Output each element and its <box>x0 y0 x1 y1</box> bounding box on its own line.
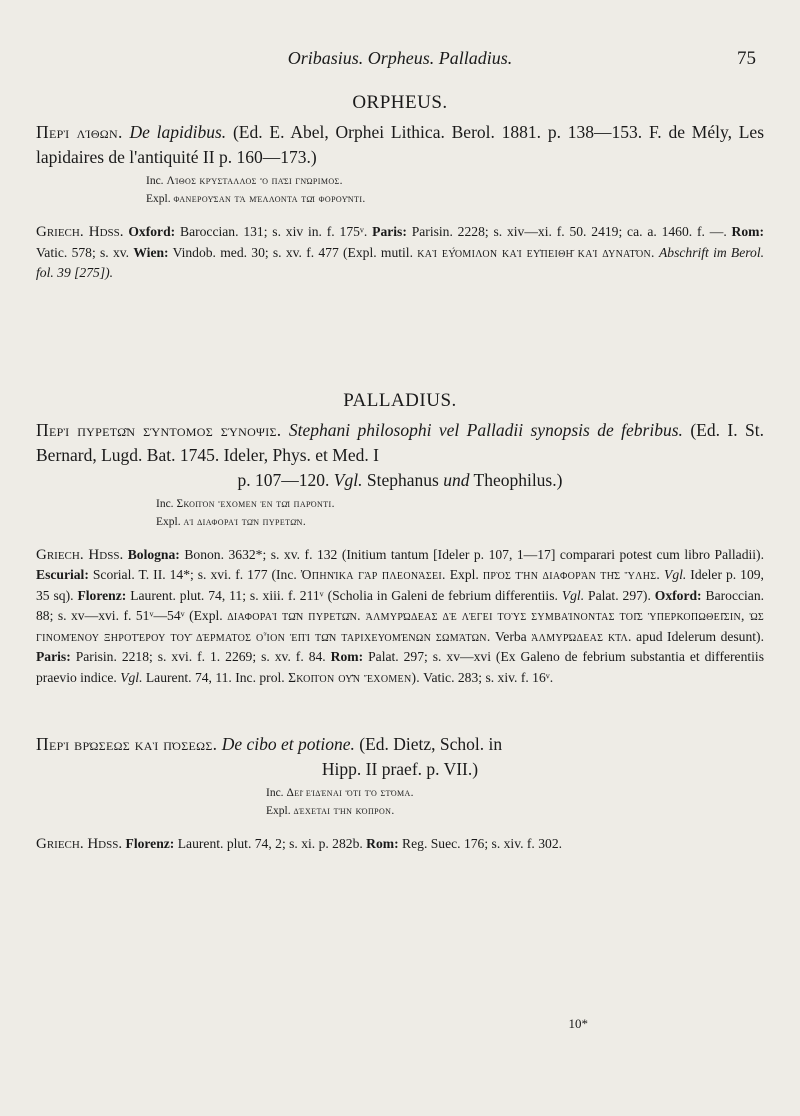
library-florenz: Florenz: <box>125 836 175 851</box>
library-paris: Paris: <box>372 224 407 239</box>
work1-edition-cont <box>36 468 764 493</box>
library-bologna: Bologna: <box>127 546 180 562</box>
oxford-shelfmark: Baroccian. 131; s. xiv in. f. 175ᵛ. <box>180 224 368 239</box>
section-title-orpheus: ORPHEUS. <box>352 92 448 113</box>
work1-explicit <box>36 513 764 531</box>
work1-vgl: Vgl. <box>333 469 363 490</box>
oxford-greek: διαφοραὶ τῶν πυρετῶν. ἁλμυρώδεας δὲ λέγει τοὺς συμβαίνοντας τοῖς ὑπερκοπωθεῖσιν, ὡς γινομένου ξηροτέρου τοῦ δέρματος οἷον ἐπὶ τῶν ταριχευομένων σωμάτων. <box>36 608 764 644</box>
work1-edition-pages: p. 107—120. <box>237 469 330 490</box>
rom-shelfmark: Vatic. 578; s. xv. <box>36 244 130 260</box>
oxford-verba: Verba <box>494 628 527 644</box>
work2-edition: (Ed. Dietz, Schol. in <box>359 734 503 754</box>
orpheus-work-heading <box>36 120 764 170</box>
oxford-shelfmark: Baroccian. 88; s. xv—xvi. f. 51ᵛ—54ᵛ (Expl. <box>36 587 765 623</box>
expl-text: φανεροῦσαν τὰ μέλλοντα τῷ φοροῦντι. <box>173 193 366 205</box>
florenz-shelfmark: Laurent. plut. 74, 2; s. xi. p. 282b. <box>177 836 363 851</box>
escurial-vgl: Vgl. <box>664 567 687 582</box>
escurial-expl-label: Expl. <box>449 567 479 582</box>
inc-text: Δεῖ εἰδέναι ὅτι τὸ στόμα. <box>286 787 414 799</box>
work1-incipit <box>36 495 764 513</box>
oxford-greek-2: ἁλμυρώδεας κτλ. <box>531 628 632 644</box>
library-florenz: Florenz: <box>77 587 127 603</box>
rom-shelfmark: Reg. Suec. 176; s. xiv. f. 302. <box>402 836 563 851</box>
work1-edition: (Ed. I. St. Bernard, Lugd. Bat. 1745. Ideler, Phys. et Med. I <box>36 419 764 465</box>
inc-label: Inc. <box>266 787 284 799</box>
palladius-work1-heading <box>36 418 764 493</box>
spacer <box>36 688 764 732</box>
edition-ref: (Ed. E. Abel, Orphei Lithica. Berol. 1881. p. 138—153. <box>232 122 643 142</box>
escurial-greek: Ὀπηνίκα γὰρ πλεονάσει. <box>300 567 446 582</box>
expl-label: Expl. <box>156 515 181 528</box>
bologna-shelfmark: Bonon. 3632*; s. xv. f. 132 (Initium tantum [Ideler p. 107, 1—17] comparari potest cum libro Palladii). <box>184 546 764 562</box>
inc-text: Σκοπὸν ἔχομεν ἐν τῷ παρόντι. <box>176 497 335 510</box>
work2-latin-title: De cibo et potione. <box>221 734 355 754</box>
library-rom: Rom: <box>731 224 765 239</box>
signature-mark: 10* <box>568 1016 588 1031</box>
work1-und: und <box>443 469 470 490</box>
explicit-line <box>36 190 764 208</box>
work2-explicit <box>36 802 764 820</box>
oxford-apud: apud Idelerum desunt). <box>636 628 764 644</box>
mss-lead: Griech. Hdss. <box>36 546 124 563</box>
inc-label: Inc. <box>146 175 164 187</box>
palladius-work2-manuscripts <box>36 834 764 855</box>
inc-text: Λίθος κρύσταλλος ὃ πᾶσι γνώριμος. <box>166 175 343 187</box>
library-escurial: Escurial: <box>36 567 89 582</box>
palladius-work2-heading <box>36 732 764 782</box>
inc-label: Inc. <box>156 497 174 510</box>
palladius-work1-manuscripts <box>36 545 764 689</box>
orpheus-manuscripts <box>36 222 764 284</box>
incipit-line <box>36 172 764 190</box>
wien-shelfmark: Vindob. med. 30; s. xv. f. 477 (Expl. mutil. <box>172 244 413 260</box>
mss-lead: Griech. Hdss. <box>36 836 123 852</box>
rom-vgl: Vgl. <box>120 669 143 685</box>
work1-ref-theophilus: Theophilus.) <box>473 469 563 490</box>
wien-greek: καὶ εὔοmιλον καὶ εὐπειθῆ καὶ δυνατόν. <box>417 244 655 260</box>
expl-text: αἱ διαφοραὶ τῶν πυρετῶν. <box>183 515 307 528</box>
escurial-shelfmark: Scorial. T. II. 14*; s. xvi. f. 177 (Inc. <box>92 567 297 582</box>
rom-greek: Σκοπὸν οὖν ἔχομεν). <box>288 669 420 685</box>
expl-text: δέχεται τὴν κόπρον. <box>293 805 395 817</box>
paris-shelfmark: Parisin. 2218; s. xvi. f. 1. 2269; s. xv. f. 84. <box>75 649 326 664</box>
work-greek-title: Περὶ λίθων. <box>36 122 123 142</box>
work2-greek-title: Περὶ βρώσεως καὶ πόσεως. <box>36 734 218 754</box>
rom-vatic: Vatic. 283; s. xiv. f. 16ᵛ. <box>423 669 554 685</box>
work2-incipit <box>36 784 764 802</box>
library-wien: Wien: <box>133 244 169 260</box>
header-title: Oribasius. Orpheus. Palladius. <box>287 48 513 68</box>
library-oxford: Oxford: <box>128 224 176 239</box>
running-header <box>36 40 764 78</box>
escurial-ref: Ideler p. 109, 35 sq). <box>36 567 764 603</box>
abschrift-note: Abschrift im Berol. fol. 39 [275]). <box>36 244 765 280</box>
mss-lead: Griech. Hdss. <box>36 224 124 240</box>
library-rom: Rom: <box>366 836 399 851</box>
page-number: 75 <box>737 48 756 69</box>
paris-shelfmark: Parisin. 2228; s. xiv—xi. f. 50. 2419; ca. a. 1460. f. —. <box>411 224 727 239</box>
work2-edition-cont: Hipp. II praef. p. VII.) <box>321 759 479 779</box>
library-oxford: Oxford: <box>654 587 702 603</box>
escurial-greek-2: πρὸς τὴν διαφορὰν τῆς ὕλης. <box>482 567 661 582</box>
rom-ref: Laurent. 74, 11. Inc. prol. <box>145 669 285 685</box>
work1-greek-title: Περὶ πυρετῶν σύντομος σύνοψις. <box>36 419 282 440</box>
library-rom: Rom: <box>330 649 364 664</box>
library-paris: Paris: <box>36 649 71 664</box>
florenz-vgl: Vgl. <box>561 587 585 603</box>
florenz-ref: Palat. 297). <box>588 587 651 603</box>
work1-ref-stephanus: Stephanus <box>366 469 439 490</box>
section-title-palladius: PALLADIUS. <box>343 389 457 411</box>
expl-label: Expl. <box>146 193 171 205</box>
work-latin-title: De lapidibus. <box>129 122 227 142</box>
expl-label: Expl. <box>266 805 291 817</box>
rom-shelfmark: Palat. 297; s. xv—xvi (Ex Galeno de febrium substantia et differentiis praevio indice. <box>36 649 764 685</box>
edition-ref-2: F. de Mély, Les lapidaires de l'antiquité II p. 160—173.) <box>36 122 765 167</box>
florenz-shelfmark: Laurent. plut. 74, 11; s. xiii. f. 211ᵛ (Scholia in Galeni de febrium differentiis. <box>130 587 558 603</box>
work1-latin-title: Stephani philosophi vel Palladii synopsis de febribus. <box>288 419 683 440</box>
